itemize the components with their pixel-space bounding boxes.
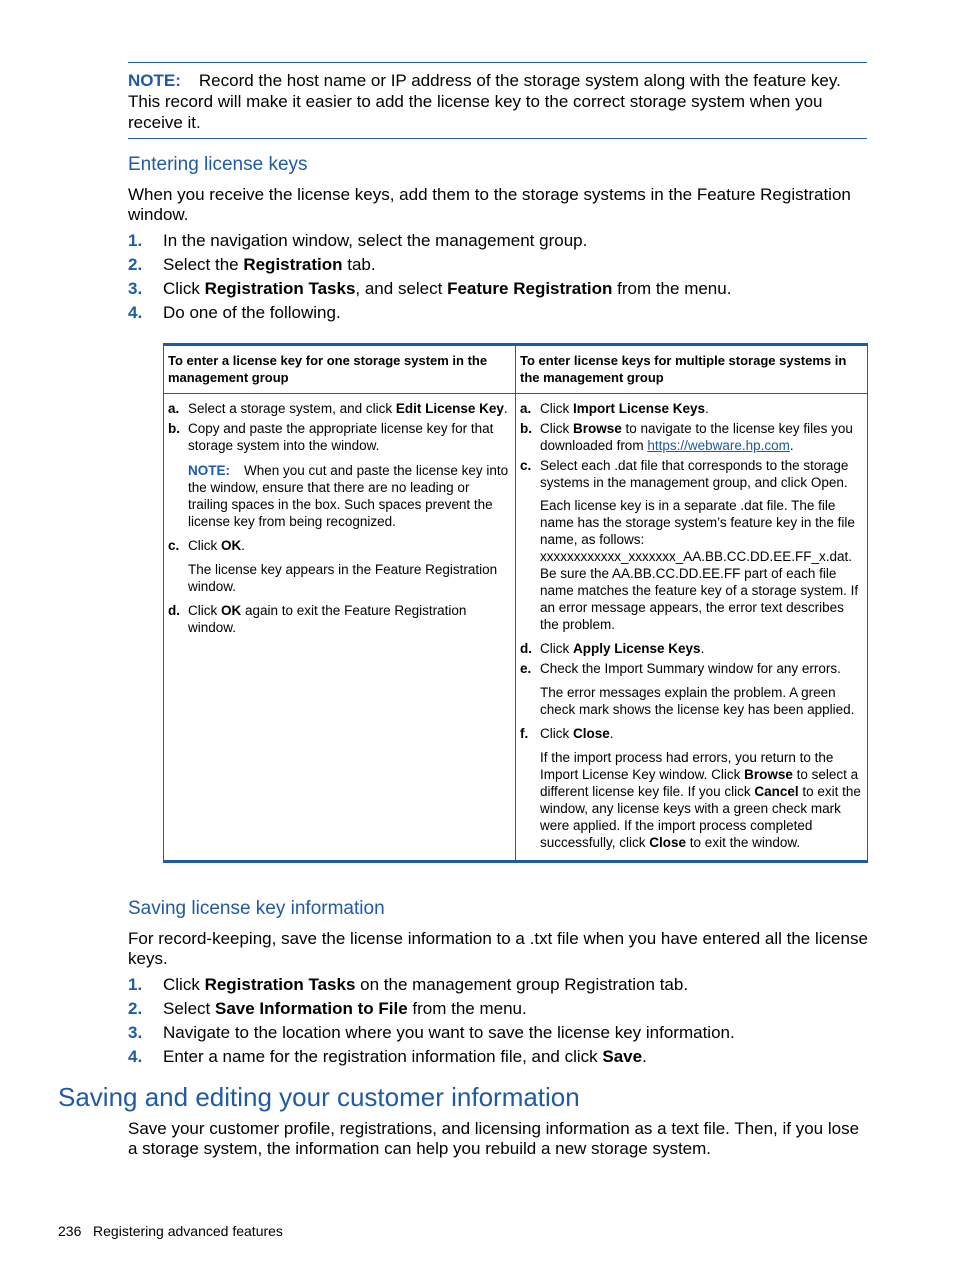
list-item: b. Click Browse to navigate to the license key files you downloaded from https://webware.hp.com. [520,421,853,453]
list-item: c. Select each .dat file that corresponds to the storage systems in the management group, and click Open. [520,458,849,490]
section-heading-saving-license-key-information: Saving license key information [128,898,385,919]
section1-intro: When you receive the license keys, add them to the storage systems in the Feature Registration window. [128,185,851,224]
note [128,70,867,133]
step-item: 2. Select Save Information to File from the menu. [128,999,527,1018]
step-item: 4. Enter a name for the registration information file, and click Save. [128,1047,647,1066]
table-column-single [168,400,510,639]
list-item: d. Click Apply License Keys. [520,641,705,656]
table-column-divider [515,346,516,860]
page-footer [58,1223,283,1239]
step-item: 4. Do one of the following. [128,303,341,322]
section2-intro: For record-keeping, save the license information to a .txt file when you have entered all the license keys. [128,929,868,968]
step-item: 1. In the navigation window, select the management group. [128,231,588,250]
section-heading-customer-information: Saving and editing your customer information [58,1082,580,1112]
table-header-divider [164,393,867,394]
step-item: 1. Click Registration Tasks on the management group Registration tab. [128,975,689,994]
list-item-detail: Each license key is in a separate .dat file. The file name has the storage system’s feature key in the file name, as follows: xxxxxxxxxxxx_xxxxxxx_AA.BB.CC.DD.EE.FF_x.dat. Be sure the AA.BB.CC.DD.EE.FF part of each file name matches the feature key of a storage system. If an error message appears, the error text describes the problem. [540,498,859,632]
note-label: NOTE: [128,71,181,90]
table-header-single: To enter a license key for one storage system in the management group [168,353,488,385]
license-key-table [163,343,868,863]
page-number: 236 [58,1223,82,1239]
table-header-multiple: To enter license keys for multiple storage systems in the management group [520,353,847,385]
step-item: 2. Select the Registration tab. [128,255,376,274]
note-text: Record the host name or IP address of the storage system along with the feature key. This record will make it easier to add the license key to the correct storage system when you receive it. [128,71,841,132]
list-item-detail: If the import process had errors, you return to the Import License Key window. Click Browse to select a different license key file. If you click Cancel to exit the window, any license keys with a green check mark were applied. If the import process completed successfully, click Close to exit the window. [540,750,861,850]
step-item: 3. Click Registration Tasks, and select Feature Registration from the menu. [128,279,732,298]
table-note: NOTE: When you cut and paste the license key into the window, ensure that there are no leading or trailing spaces in the box. Such spaces prevent the license key from being recognized. [188,463,509,529]
list-item: e. Check the Import Summary window for any errors. [520,661,841,676]
footer-title: Registering advanced features [93,1223,283,1239]
list-item: a. Click Import License Keys. [520,401,709,416]
list-item: d. Click OK again to exit the Feature Registration window. [168,603,467,635]
section1-steps [128,229,868,325]
section-heading-entering-license-keys: Entering license keys [128,154,308,175]
section3-text: Save your customer profile, registrations, and licensing information as a text file. Then, if you lose a storage system, the information can help you rebuild a new storage system. [128,1119,860,1158]
list-item-detail: The error messages explain the problem. A green check mark shows the license key has been applied. [540,685,855,717]
list-item: b. Copy and paste the appropriate license key for that storage system into the window. [168,421,494,453]
list-item: c. Click OK. [168,538,246,553]
webware-link[interactable]: https://webware.hp.com [647,438,790,453]
step-item: 3. Navigate to the location where you want to save the license key information. [128,1023,735,1042]
list-item-detail: The license key appears in the Feature Registration window. [188,562,498,594]
list-item: f. Click Close. [520,726,614,741]
table-column-multiple [520,400,864,858]
section2-steps [128,973,868,1069]
list-item: a. Select a storage system, and click Edit License Key. [168,401,508,416]
